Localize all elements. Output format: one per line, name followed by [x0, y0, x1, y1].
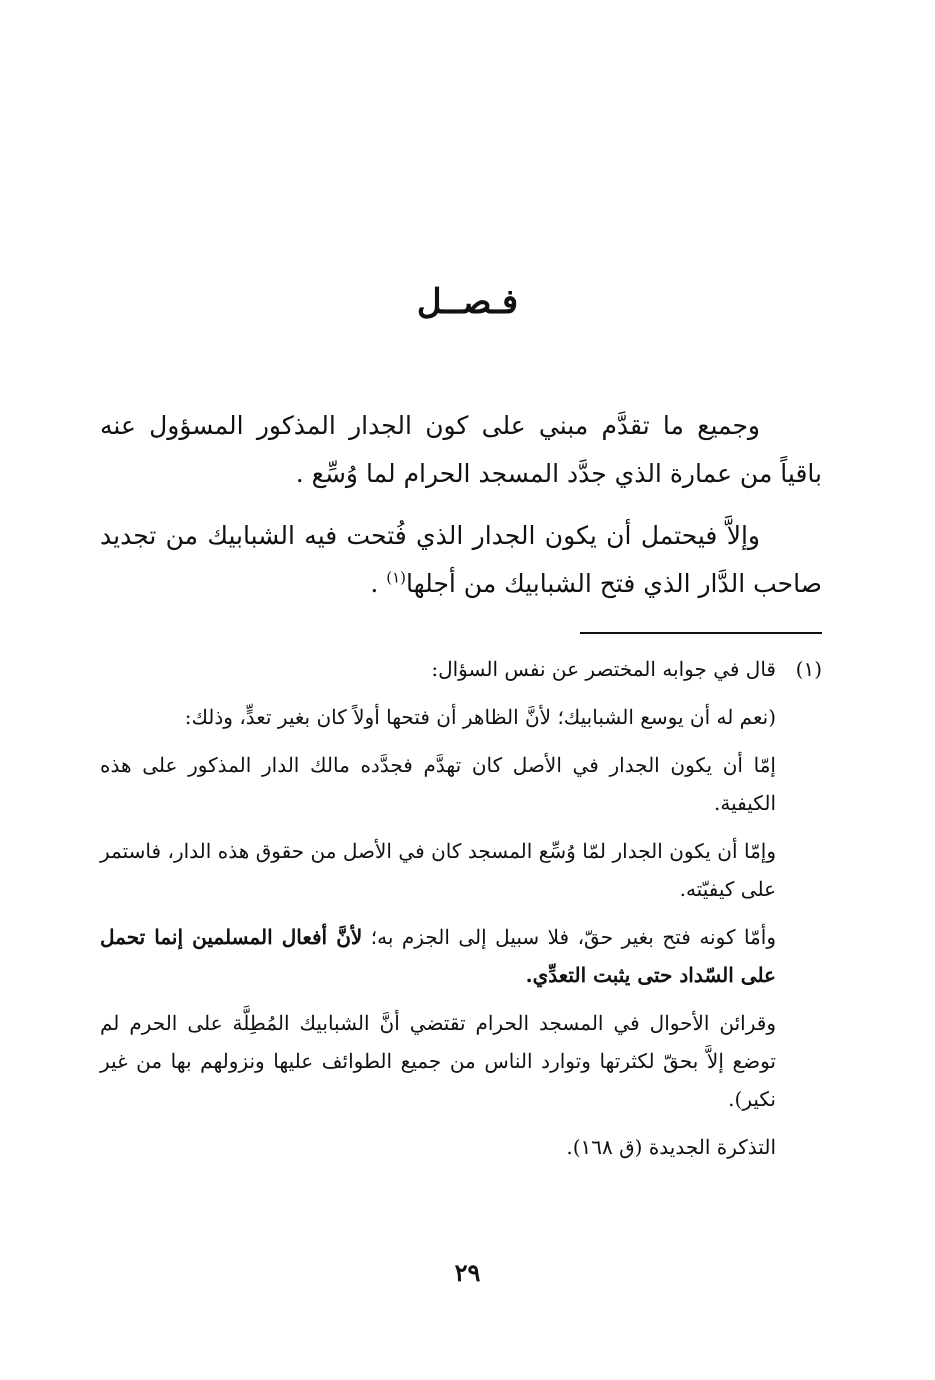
paragraph-1: وجميع ما تقدَّم مبني على كون الجدار المذكور المسؤول عنه باقياً من عمارة الذي جدَّد المسجد الحرام لما وُسِّع . [100, 411, 822, 488]
footnote-quote-3: وإمّا أن يكون الجدار لمّا وُسِّع المسجد كان في الأصل من حقوق هذه الدار، فاستمر على كيفيّته. [100, 839, 776, 901]
paragraph-2-end: . [370, 569, 387, 598]
page-number: ٢٩ [454, 1258, 481, 1287]
footnote-quote-5: وقرائن الأحوال في المسجد الحرام تقتضي أنَّ الشبابيك المُطِلَّة على الحرم لم توضع إلاَّ بحقّ لكثرتها وتوارد الناس من جميع الطوائف عليها ونزولهم بها من غير نكير). [100, 1011, 777, 1111]
footnote-source: التذكرة الجديدة (ق ١٦٨). [566, 1135, 776, 1159]
footnotes [100, 650, 822, 1176]
footnote-quote-1: (نعم له أن يوسع الشبابيك؛ لأنَّ الظاهر أن فتحها أولاً كان بغير تعدٍّ، وذلك: [184, 705, 776, 729]
paragraph-2 [100, 512, 822, 608]
footnote-number: (١) [795, 657, 822, 681]
footnote-quote-4-bold: لأنَّ أفعال المسلمين إنما تحمل على السّداد حتى يثبت التعدِّي. [100, 925, 776, 987]
footnote-quote-4-normal: وأمّا كونه فتح بغير حقّ، فلا سبيل إلى الجزم به؛ [362, 925, 776, 949]
footnote-quote-2: إمّا أن يكون الجدار في الأصل كان تهدَّم فجدَّده مالك الدار المذكور على هذه الكيفية. [100, 753, 776, 815]
main-text [100, 402, 822, 622]
section-heading: فـصــل [416, 282, 519, 322]
footnote-reference: (١) [386, 568, 407, 587]
footnote-quote-4 [100, 918, 822, 994]
footnote-intro [100, 650, 822, 688]
footnote-intro-text: قال في جوابه المختصر عن نفس السؤال: [431, 657, 776, 681]
paragraph-2-text: وإلاَّ فيحتمل أن يكون الجدار الذي فُتحت فيه الشبابيك من تجديد صاحب الدَّار الذي فتح الشبابيك من أجلها [100, 521, 822, 598]
footnote-separator [580, 632, 822, 634]
